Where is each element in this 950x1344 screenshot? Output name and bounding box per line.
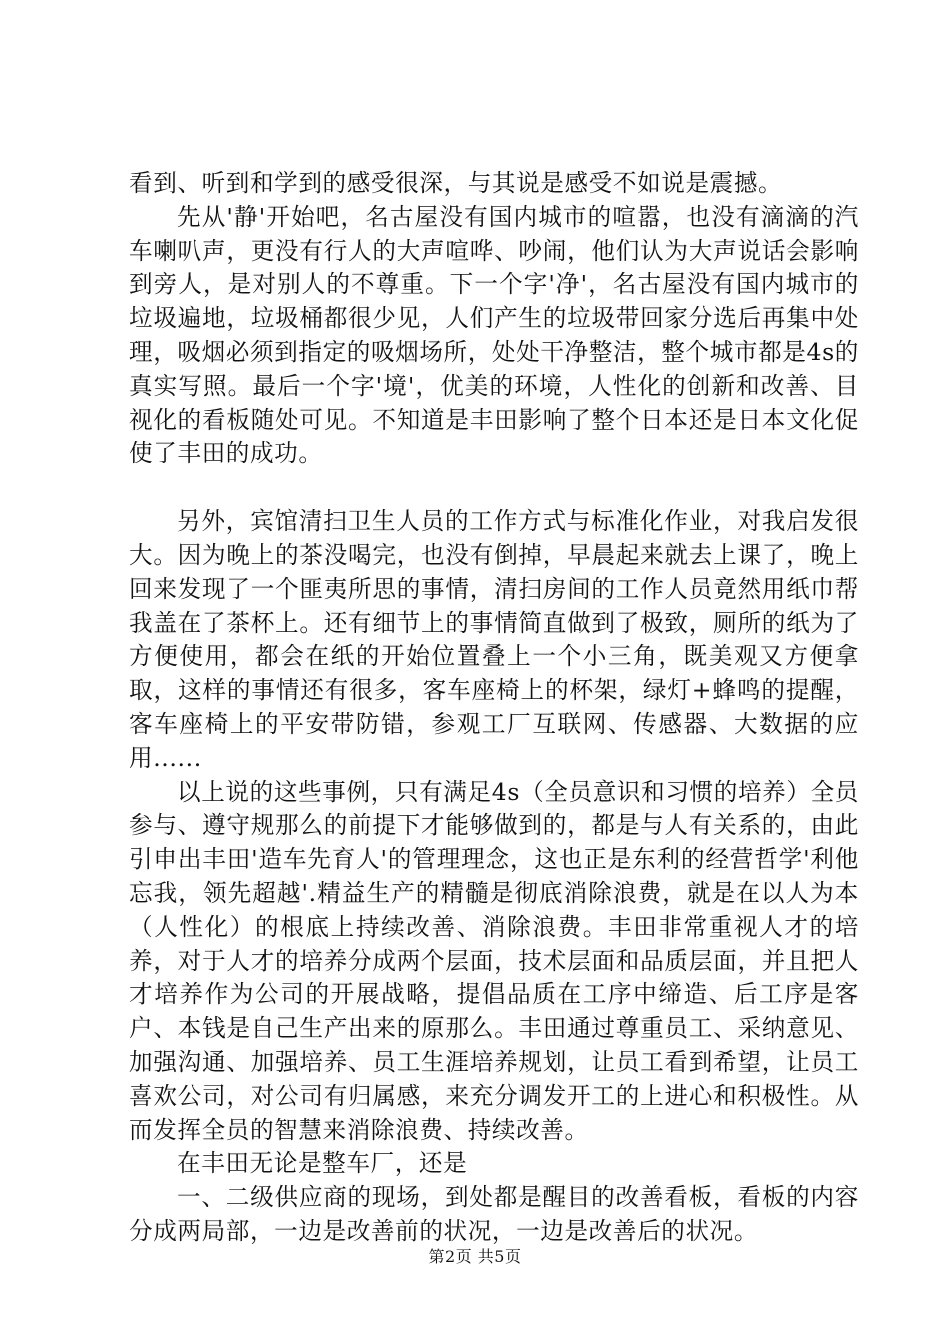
- paragraph-jing-jing-jing: 先从'静'开始吧，名古屋没有国内城市的喧嚣，也没有滴滴的汽车喇叭声，更没有行人的大声喧哗、吵闹，他们认为大声说话会影响到旁人，是对别人的不尊重。下一个字'净'，名古屋没有国内城市的垃圾遍地，垃圾桶都很少见，人们产生的垃圾带回家分选后再集中处理，吸烟必须到指定的吸烟场所，处处干净整洁，整个城市都是4s的真实写照。最后一个字'境'，优美的环境，人性化的创新和改善、目视化的看板随处可见。不知道是丰田影响了整个日本还是日本文化促使了丰田的成功。: [129, 202, 859, 468]
- paragraph-kaizen-board: 一、二级供应商的现场，到处都是醒目的改善看板，看板的内容分成两局部，一边是改善前的状况，一边是改善后的状况。: [129, 1183, 859, 1245]
- paragraph-continuation: 看到、听到和学到的感受很深，与其说是感受不如说是震撼。: [129, 169, 783, 197]
- page-number-footer: 第2页 共5页: [428, 1247, 522, 1266]
- paragraph-people-development: 以上说的这些事例，只有满足4s（全员意识和习惯的培养）全员参与、遵守规那么的前提下才能够做到的，都是与人有关系的，由此引申出丰田'造车先育人'的管理理念，这也正是东利的经营哲学'利他忘我，领先超越'.精益生产的精髓是彻底消除浪费，就是在以人为本（人性化）的根底上持续改善、消除浪费。丰田非常重视人才的培养，对于人才的培养分成两个层面，技术层面和品质层面，并且把人才培养作为公司的开展战略，提倡品质在工序中缔造、后工序是客户、本钱是自己生产出来的原那么。丰田通过尊重员工、采纳意见、加强沟通、加强培养、员工生涯培养规划，让员工看到希望，让员工喜欢公司，对公司有归属感，来充分调发开工的上进心和积极性。从而发挥全员的智慧来消除浪费、持续改善。: [129, 777, 859, 1144]
- paragraph-gap: [129, 471, 859, 505]
- paragraph-hotel-cleaning: 另外，宾馆清扫卫生人员的工作方式与标准化作业，对我启发很大。因为晚上的茶没喝完，也没有倒掉，早晨起来就去上课了，晚上回来发现了一个匪夷所思的事情，清扫房间的工作人员竟然用纸巾帮我盖在了茶杯上。还有细节上的事情简直做到了极致，厕所的纸为了方便使用，都会在纸的开始位置叠上一个小三角，既美观又方便拿取，这样的事情还有很多，客车座椅上的杯架，绿灯+蜂鸣的提醒，客车座椅上的平安带防错，参观工厂互联网、传感器、大数据的应用......: [129, 507, 859, 772]
- document-body: [129, 167, 859, 1249]
- paragraph-toyota-factory: 在丰田无论是整车厂，还是: [177, 1149, 468, 1178]
